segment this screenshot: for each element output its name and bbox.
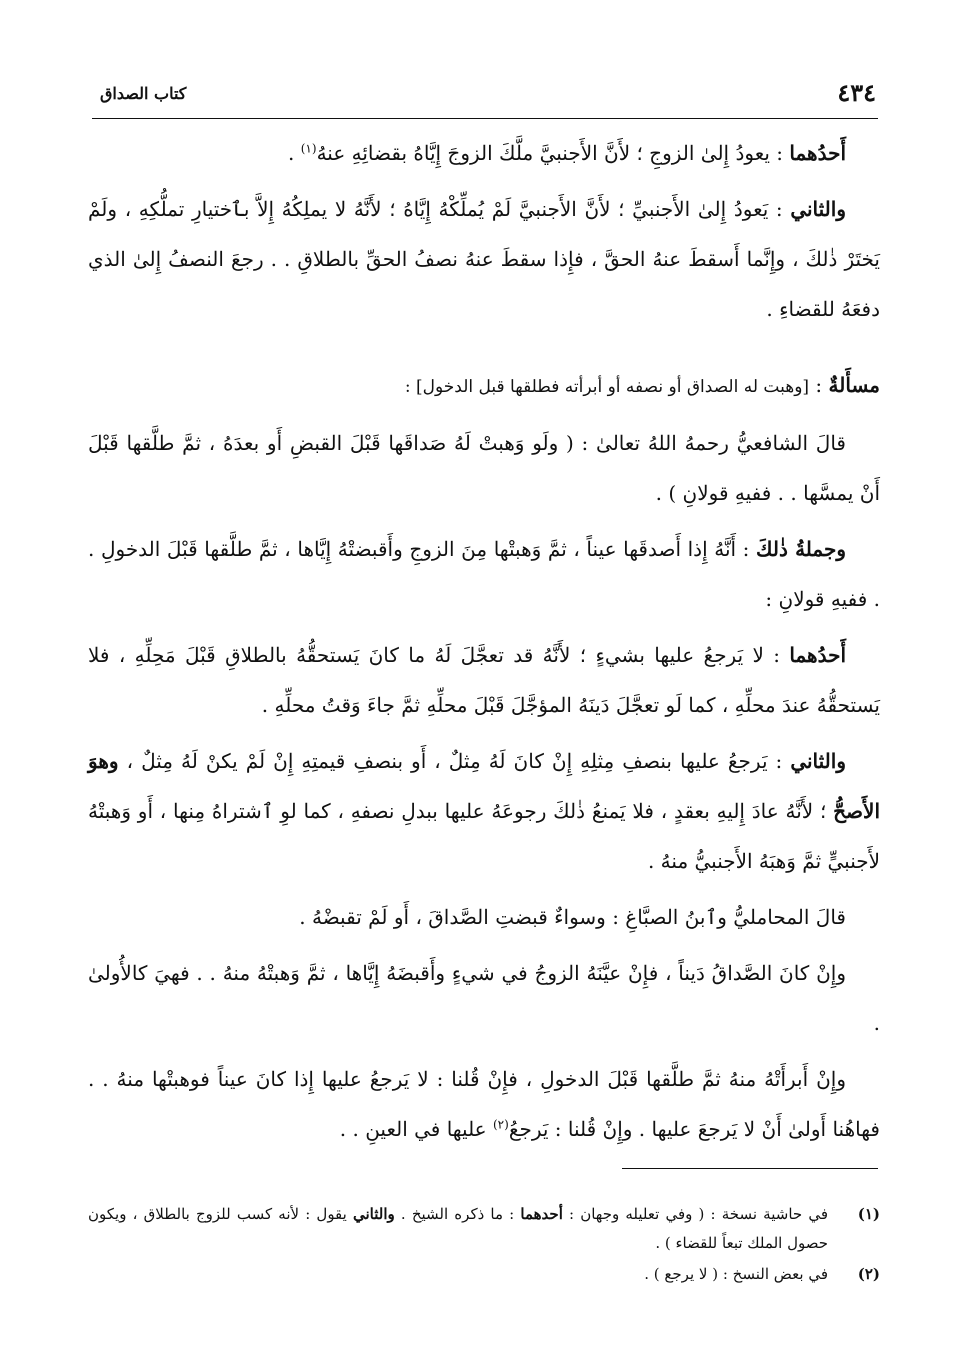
paragraph-first-opinion: [88, 630, 880, 730]
paragraph-first-view: [88, 128, 880, 178]
footnote-item: [88, 1200, 880, 1258]
book-title: كتاب الصداق: [100, 84, 187, 103]
footnote-text-part: يقول : لأنه كسب للزوج بالطلاق ، ويكون حصول الملك تبعاً للقضاء ) .: [88, 1205, 828, 1252]
masala-separator: :: [809, 373, 829, 397]
paragraph-lead: وجملةُ ذٰلكَ: [756, 537, 847, 561]
footnote-text-part: في بعض النسخ : ( لا يرجع ) .: [644, 1265, 828, 1283]
paragraph-body: : أَنَّهُ إِذا أَصدقَها عيناً ، ثمَّ وَهبتْها مِنَ الزوجِ وأَقبضتْهُ إِيَّاها ، ثمَّ طلَّقها قَبْلَ الدخولِ . . ففيهِ قولانِ :: [88, 537, 880, 611]
paragraph-debt-case: [88, 948, 880, 1048]
paragraph-second-view: [88, 184, 880, 334]
footnote-text-part: : ما ذكره الشيخ .: [394, 1205, 521, 1223]
footnote-text: [88, 1200, 828, 1258]
footnote-bold-part: أحدهما: [520, 1205, 563, 1223]
footnote-ref-1: (١): [300, 141, 317, 156]
masala-heading: [88, 360, 880, 412]
page-number: ٤٣٤: [837, 78, 876, 107]
paragraph-shafii-quote: [88, 418, 880, 518]
paragraph-body: : يَعودُ إِلىٰ الأَجنبيِّ ؛ لأَنَّ الأَجنبيَّ لَمْ يُملِّكْهُ إِيَّاهُ ؛ لأَنَّهُ لا يملِكُهُ إِلاَّ بٱختيارِ تملُّكِهِ ، ولَمْ يَختَرْ ذٰلكَ ، وإِنَّما أَسقطَ عنهُ الحقَّ ، فإِذا سقطَ عنهُ نصفُ الحقِّ بالطلاقِ . . رجعَ النصفُ إِلىٰ الذي دفعَهُ للقضاءِ .: [88, 197, 880, 321]
paragraph-tail: .: [288, 141, 301, 165]
footnote-text: [88, 1260, 828, 1289]
paragraph-body: قالَ المحامليُّ وٱبنُ الصبَّاغِ : وسواءٌ قبضتِ الصَّداقَ ، أَو لَمْ تقبضْهُ .: [299, 905, 846, 929]
paragraph-body-cont: عليها في العينِ . .: [339, 1117, 493, 1141]
footnote-number: (٢): [857, 1265, 880, 1283]
paragraph-lead: والثاني: [790, 749, 846, 773]
preferred-opinion-marker: وهوَ الأَصحُّ: [88, 749, 880, 823]
paragraph-second-opinion: [88, 736, 880, 886]
masala-label: مسأَلةٌ: [828, 373, 880, 397]
paragraph-mahamili: [88, 892, 880, 942]
masala-title: [وهبت له الصداق أو نصفه أو أبرأته فطلقها قبل الدخول] :: [404, 377, 810, 397]
footnotes: [88, 1200, 880, 1291]
main-text: [88, 128, 880, 1160]
header-divider: [92, 118, 878, 119]
paragraph-lead: والثاني: [790, 197, 846, 221]
footnote-number: (١): [857, 1205, 880, 1223]
footnote-ref-2: (٢): [492, 1117, 509, 1132]
footnote-text-part: في حاشية نسخة : ( وفي تعليله وجهان :: [562, 1205, 828, 1223]
paragraph-body: : لا يَرجعُ عليها بشيءٍ ؛ لأَنَّهُ قد تعجَّلَ لَهُ ما كانَ يَستحقُّهُ بالطلاقِ قَبْلَ مَحِلِّهِ ، فلا يَستحقُّهُ عندَ محلِّهِ ، كما لَو تعجَّلَ دَينَهُ المؤجَّلَ قَبْلَ محلِّهِ ثمَّ جاءَ وَقتُ محلِّهِ .: [88, 643, 880, 717]
paragraph-release-case: [88, 1054, 880, 1154]
paragraph-body: وإِنْ كانَ الصَّداقُ دَيناً ، فإِنْ عيَّنَهُ الزوجُ في شيءٍ وأَقبضَهُ إِيَّاها ، ثمَّ وَهبتْهُ منهُ . . فهيَ كالأُولىٰ .: [88, 961, 880, 1035]
paragraph-body: قالَ الشافعيُّ رحمهُ اللهُ تعالىٰ : ( ولَو وَهبتْ لَهُ صَداقَها قَبْلَ القبضِ أَو بعدَهُ ، ثمَّ طلَّقها قَبْلَ أَنْ يمسَّها . . ففيهِ قولانِ ) .: [88, 431, 880, 505]
footnote-divider: [622, 1168, 878, 1169]
paragraph-lead: أَحدُهما: [789, 141, 846, 165]
paragraph-body: : يعودُ إِلىٰ الزوجِ ؛ لأَنَّ الأَجنبيَّ ملَّكَ الزوجَ إِيَّاهُ بقضائِهِ عنهُ: [316, 141, 790, 165]
paragraph-body-cont: ؛ لأَنَّهُ عادَ إِليهِ بعقدٍ ، فلا يَمنعُ ذٰلكَ رجوعَهُ عليها ببدلِ نصفهِ ، كما لوِ ٱشتراهُ مِنها ، أَو وَهبتْهُ لأَجنبيٍّ ثمَّ وَهبَهُ الأَجنبيُّ منهُ .: [88, 799, 880, 873]
footnote-item: [88, 1260, 880, 1289]
running-header: [92, 74, 878, 114]
paragraph-body: : يَرجعُ عليها بنصفِ مِثلِهِ إِنْ كانَ لَهُ مِثلٌ ، أَو بنصفِ قيمتِهِ إِنْ لَمْ يكنْ لَهُ مِثلٌ ،: [118, 749, 791, 773]
paragraph-lead: أَحدُهما: [789, 643, 846, 667]
paragraph-body: وإِنْ أَبرأَتْهُ منهُ ثمَّ طلَّقها قَبْلَ الدخولِ ، فإِنْ قُلنا : لا يَرجعُ عليها إِذا كانَ عيناً فوهبتْها منهُ . . فهاهُنا أَولىٰ أَنْ لا يَرجعَ عليها . وإِنْ قُلنا : يَرجعُ: [88, 1067, 880, 1141]
footnote-bold-part: والثاني: [352, 1205, 395, 1223]
paragraph-summary: [88, 524, 880, 624]
